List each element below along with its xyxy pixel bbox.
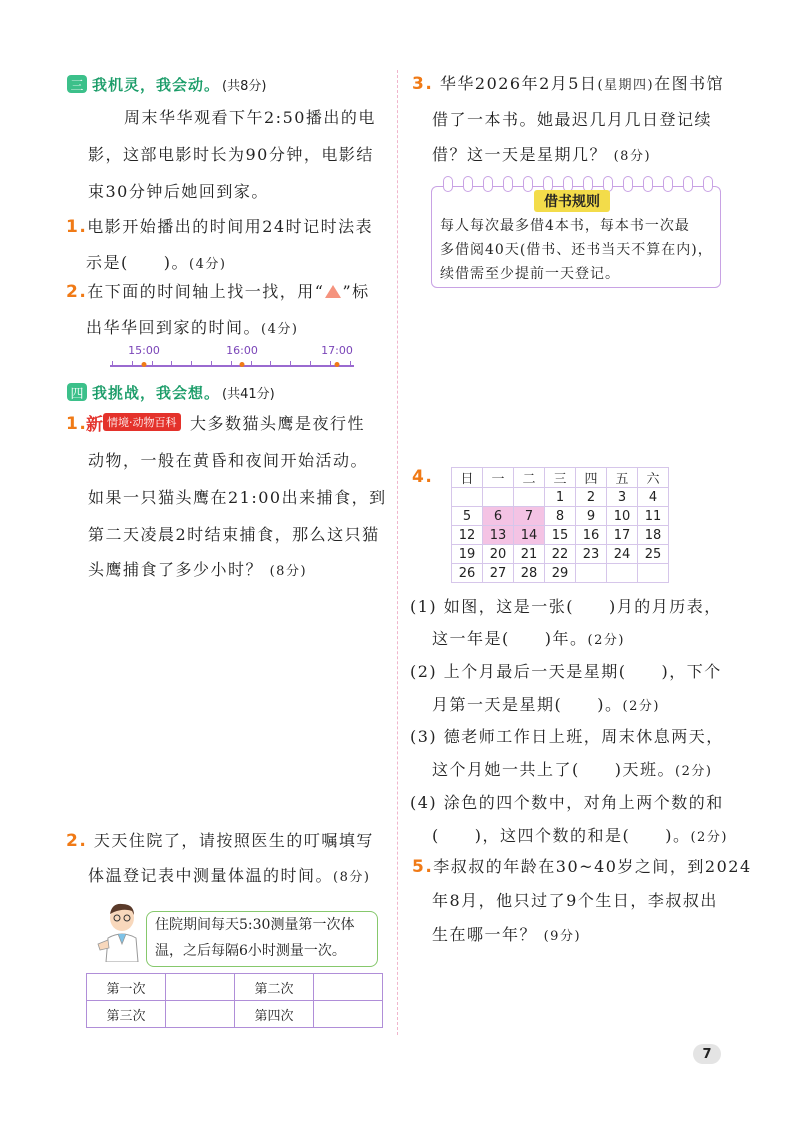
scenario-tag	[86, 412, 181, 435]
temperature-log-table	[86, 973, 383, 1028]
r-q4-3-line-1: (3) 德老师工作日上班，周末休息两天，	[410, 727, 724, 746]
time-axis-tick	[211, 361, 212, 366]
tag-label: 情境·动物百科	[103, 413, 181, 431]
calendar-day: 3	[607, 488, 638, 507]
temp-input-2[interactable]	[314, 974, 383, 1001]
time-axis-hour-dot	[335, 362, 340, 367]
month-calendar	[451, 467, 669, 583]
temp-input-3[interactable]	[166, 1001, 235, 1028]
calendar-day: 25	[638, 545, 669, 564]
calendar-day: 24	[607, 545, 638, 564]
r-q4-3-text-2[interactable]: 这个月她一共上了( )天班。	[432, 760, 675, 779]
time-axis-hour-dot	[142, 362, 147, 367]
r-q3-text-a: 华华2026年2月5日	[439, 74, 598, 93]
section-4-header	[67, 381, 275, 403]
page-number: 7	[693, 1044, 721, 1064]
library-rules-title: 借书规则	[534, 190, 610, 212]
s3-q1-answer-blank[interactable]: 示是( )。	[86, 253, 189, 272]
s4-q2-number: 2.	[66, 831, 88, 851]
calendar-week-row	[452, 526, 669, 545]
calendar-day: 4	[638, 488, 669, 507]
calendar-day: 10	[607, 507, 638, 526]
calendar-day: 28	[514, 564, 545, 583]
s4-q1-number-wrap	[66, 405, 87, 443]
r-q3-text-c: 在图书馆	[654, 74, 725, 93]
time-axis-tick	[350, 361, 351, 366]
notebook-ring	[503, 176, 513, 192]
r-q4-number-wrap	[412, 458, 433, 496]
notebook-ring	[483, 176, 493, 192]
calendar-day: 7	[514, 507, 545, 526]
calendar-week-row	[452, 507, 669, 526]
section-4-title: 我挑战，我会想。	[92, 383, 221, 402]
r-q4-2-line-1: (2) 上个月最后一天是星期( )，下个	[410, 662, 722, 681]
r-q5-text-3: 生在哪一年？	[432, 925, 538, 944]
s3-q1	[66, 208, 373, 246]
time-axis-label-16: 16:00	[226, 344, 258, 357]
r-q3-text-3: 借？这一天是星期几？	[432, 145, 608, 164]
r-q3-number: 3.	[412, 74, 434, 94]
time-axis-tick	[330, 361, 331, 366]
calendar-weekday: 六	[638, 468, 669, 488]
time-axis-tick	[152, 361, 153, 366]
s3-q1-text: 电影开始播出的时间用24时记时法表	[87, 217, 374, 236]
s4-q2-line-2	[88, 857, 370, 896]
r-q5-line-3	[432, 916, 581, 955]
calendar-day: 5	[452, 507, 483, 526]
notebook-ring	[683, 176, 693, 192]
r-q3	[412, 65, 724, 104]
calendar-day: 11	[638, 507, 669, 526]
notebook-ring	[463, 176, 473, 192]
calendar-day: 2	[576, 488, 607, 507]
s4-q1-number: 1.	[66, 414, 88, 434]
calendar-day: 20	[483, 545, 514, 564]
calendar-day	[638, 564, 669, 583]
calendar-day: 9	[576, 507, 607, 526]
s4-q1-text-5: 头鹰捕食了多少小时？	[88, 560, 264, 579]
s4-q1-line-1: 大多数猫头鹰是夜行性	[190, 414, 366, 433]
r-q3-points: (8分)	[613, 149, 652, 164]
s3-q2	[66, 273, 370, 311]
r-q4-4-text-2[interactable]: ( )，这四个数的和是( )。	[432, 826, 691, 845]
temp-label-4: 第四次	[235, 1001, 314, 1028]
temp-label-3: 第三次	[87, 1001, 166, 1028]
doctor-note-line-1: 住院期间每天5:30测量第一次体	[155, 917, 355, 933]
calendar-week-row	[452, 564, 669, 583]
calendar-day: 12	[452, 526, 483, 545]
rule-line-1: 每人每次最多借4本书，每本书一次最	[440, 218, 690, 234]
table-row	[87, 1001, 383, 1028]
section-3-header	[67, 73, 266, 95]
s3-q2-line-2	[86, 309, 298, 348]
table-row	[87, 974, 383, 1001]
s3-intro-line-2: 影，这部电影时长为90分钟，电影结	[88, 145, 374, 164]
s4-q1-points: (8分)	[269, 564, 308, 579]
notebook-ring	[663, 176, 673, 192]
calendar-day: 22	[545, 545, 576, 564]
r-q5	[412, 848, 752, 886]
calendar-day: 21	[514, 545, 545, 564]
s4-q1-line-3: 如果一只猫头鹰在21:00出来捕食，到	[88, 488, 387, 507]
time-axis-hour-dot	[240, 362, 245, 367]
s3-q2-text-end: ”标	[342, 282, 370, 301]
tag-new: 新	[86, 414, 103, 435]
calendar-day: 27	[483, 564, 514, 583]
notebook-ring	[643, 176, 653, 192]
s3-q2-number: 2.	[66, 282, 88, 302]
r-q4-1-text-2[interactable]: 这一年是( )年。	[432, 629, 588, 648]
time-axis-tick	[171, 361, 172, 366]
r-q3-line-3	[432, 136, 651, 175]
calendar-day: 23	[576, 545, 607, 564]
s4-q2-text: 天天住院了，请按照医生的叮嘱填写	[93, 831, 374, 850]
r-q4-number: 4.	[412, 467, 434, 487]
s3-intro-line-1: 周末华华观看下午2:50播出的电	[124, 108, 376, 127]
calendar-weekday: 五	[607, 468, 638, 488]
notebook-ring	[443, 176, 453, 192]
doctor-note-bubble	[146, 911, 378, 967]
temp-input-1[interactable]	[166, 974, 235, 1001]
calendar-day: 18	[638, 526, 669, 545]
calendar-day: 29	[545, 564, 576, 583]
doctor-note-line-2: 温，之后每隔6小时测量一次。	[155, 943, 346, 959]
calendar-weekday: 四	[576, 468, 607, 488]
section-3-title: 我机灵，我会动。	[92, 75, 221, 94]
calendar-day: 1	[545, 488, 576, 507]
doctor-illustration	[94, 900, 146, 962]
s4-q2	[66, 822, 374, 860]
calendar-day: 16	[576, 526, 607, 545]
section-3-score: (共8分)	[222, 78, 267, 94]
calendar-weekday: 三	[545, 468, 576, 488]
section-4-score: (共41分)	[222, 386, 275, 402]
r-q5-line-2: 年8月，他只过了9个生日，李叔叔出	[432, 891, 718, 910]
time-axis-tick	[231, 361, 232, 366]
r-q5-text-1: 李叔叔的年龄在30~40岁之间，到2024	[433, 857, 752, 876]
s3-q2-points: (4分)	[261, 322, 299, 337]
s4-q1-line-5	[88, 551, 307, 590]
section-3-badge: 三	[67, 75, 87, 93]
time-axis-tick	[251, 361, 252, 366]
s4-q1-line-4: 第二天凌晨2时结束捕食，那么这只猫	[88, 525, 380, 544]
time-axis-label-15: 15:00	[128, 344, 160, 357]
r-q4-2-points: (2分)	[622, 699, 660, 714]
s3-q2-text-2: 出华华回到家的时间。	[86, 318, 262, 337]
r-q3-text-b: (星期四)	[597, 78, 655, 93]
notebook-ring	[703, 176, 713, 192]
calendar-day: 13	[483, 526, 514, 545]
calendar-day: 17	[607, 526, 638, 545]
r-q4-1-points: (2分)	[587, 633, 625, 648]
time-axis-tick	[132, 361, 133, 366]
calendar-day: 8	[545, 507, 576, 526]
calendar-day: 15	[545, 526, 576, 545]
notebook-ring	[523, 176, 533, 192]
s4-q1-line-2: 动物，一般在黄昏和夜间开始活动。	[88, 451, 369, 470]
calendar-week-row	[452, 545, 669, 564]
rule-line-3: 续借需至少提前一天登记。	[440, 266, 620, 282]
r-q4-4-points: (2分)	[690, 830, 728, 845]
r-q3-line-2: 借了一本书。她最迟几月几日登记续	[432, 110, 713, 129]
calendar-weekday: 一	[483, 468, 514, 488]
calendar-day: 19	[452, 545, 483, 564]
s3-q1-points: (4分)	[189, 257, 227, 272]
calendar-day	[576, 564, 607, 583]
calendar-weekday: 二	[514, 468, 545, 488]
r-q4-2-text-2[interactable]: 月第一天是星期( )。	[432, 695, 623, 714]
time-axis-tick	[112, 361, 113, 366]
calendar-day	[483, 488, 514, 507]
time-axis-line	[110, 365, 354, 367]
section-4-badge: 四	[67, 383, 87, 401]
r-q4-4-line-1: (4) 涂色的四个数中，对角上两个数的和	[410, 793, 724, 812]
column-divider	[397, 70, 398, 1035]
time-axis-tick	[191, 361, 192, 366]
s4-q2-text-2: 体温登记表中测量体温的时间。	[88, 866, 334, 885]
r-q4-1-line-1: (1) 如图，这是一张( )月的月历表，	[410, 597, 722, 616]
time-axis-label-17: 17:00	[321, 344, 353, 357]
calendar-weekday: 日	[452, 468, 483, 488]
triangle-icon	[324, 284, 342, 299]
s4-q2-points: (8分)	[333, 870, 371, 885]
calendar-day	[607, 564, 638, 583]
calendar-header-row	[452, 468, 669, 488]
notebook-ring	[623, 176, 633, 192]
rule-line-2: 多借阅40天(借书、还书当天不算在内)，	[440, 242, 713, 258]
temp-label-1: 第一次	[87, 974, 166, 1001]
time-axis-tick	[290, 361, 291, 366]
r-q5-points: (9分)	[543, 929, 582, 944]
s3-q1-number: 1.	[66, 217, 88, 237]
calendar-day: 26	[452, 564, 483, 583]
time-axis-tick	[270, 361, 271, 366]
calendar-day	[452, 488, 483, 507]
temp-input-4[interactable]	[314, 1001, 383, 1028]
r-q5-number: 5.	[412, 857, 434, 877]
temp-label-2: 第二次	[235, 974, 314, 1001]
time-axis[interactable]	[110, 344, 354, 374]
s3-intro-line-3: 束30分钟后她回到家。	[88, 182, 269, 201]
calendar-day	[514, 488, 545, 507]
library-rules-text	[440, 214, 718, 286]
calendar-week-row	[452, 488, 669, 507]
s3-q2-text: 在下面的时间轴上找一找，用“	[87, 282, 325, 301]
time-axis-tick	[310, 361, 311, 366]
calendar-day: 14	[514, 526, 545, 545]
calendar-day: 6	[483, 507, 514, 526]
r-q4-3-points: (2分)	[675, 764, 713, 779]
